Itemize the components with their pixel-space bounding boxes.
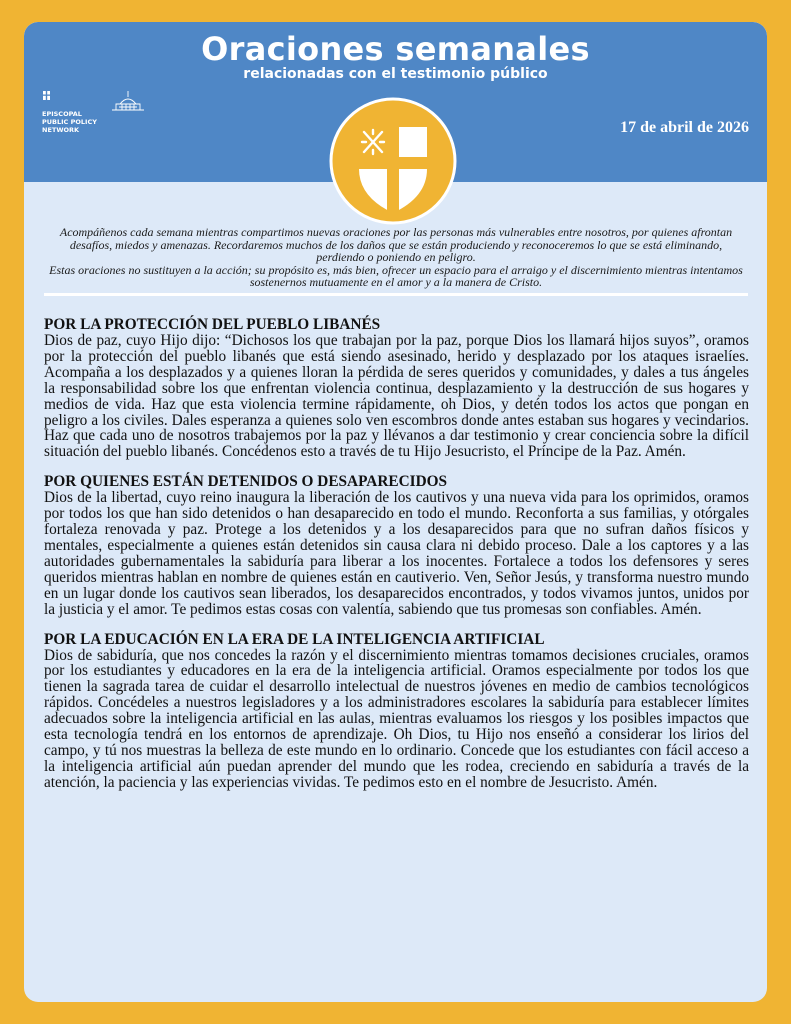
capitol-icon	[42, 88, 162, 112]
logo-line: NETWORK	[42, 126, 80, 134]
date-label: 17 de abril de 2026	[620, 119, 749, 136]
prayer-section	[44, 474, 749, 617]
episcopal-shield-icon	[329, 97, 457, 225]
intro-paragraph: Acompáñenos cada semana mientras compartimos nuevas oraciones por las personas más vulnerables entre nosotros, por quienes afrontan desafíos, miedos y amenazas. Recordaremos muchos de los daños que se están produciendo y reconoceremos lo que se está eliminando, perdiendo o poniendo en peligro.	[59, 225, 733, 265]
episcopal-public-policy-network-logo	[42, 88, 162, 136]
logo-line: EPISCOPAL	[42, 110, 82, 118]
page-card	[24, 22, 767, 1002]
intro-text	[46, 226, 746, 289]
section-heading: POR LA EDUCACIÓN EN LA ERA DE LA INTELIGENCIA ARTIFICIAL	[44, 630, 545, 648]
section-heading: POR LA PROTECCIÓN DEL PUEBLO LIBANÉS	[44, 316, 381, 333]
prayer-section	[44, 632, 749, 791]
page-subtitle: relacionadas con el testimonio público	[243, 66, 548, 82]
section-body: Dios de sabiduría, que nos concedes la razón y el discernimiento mientras tomamos decisiones cruciales, oramos por los estudiantes y educadores en la era de la inteligencia artificial. Oramos especialmente por todos los que tienen la sagrada tarea de cuidar el desarrollo intelectual de nuestros jóvenes en medio de cambios tecnológicos rápidos. Concédeles a nuestros legisladores y a los administradores escolares la sabiduría para establecer límites adecuados sobre la inteligencia artificial en las aulas, mientras evaluamos los riesgos y los posibles impactos que esta tecnología tendrá en los entornos de aprendizaje. Oh Dios, tu Hijo nos enseñó a considerar los lirios del campo, y tú nos muestras la belleza de este mundo en lo ordinario. Concede que los estudiantes con fácil acceso a la inteligencia artificial aún puedan aprender del mundo que les rodea, creciendo en sabiduría a través de la atención, la paciencia y las experiencias vividas. Te pedimos esto en el nombre de Jesucristo. Amén.	[44, 646, 749, 791]
divider	[44, 293, 748, 296]
section-body: Dios de la libertad, cuyo reino inaugura la liberación de los cautivos y una nueva vida para los oprimidos, oramos por todos los que han sido detenidos o han desaparecido en todo el mundo. Reconforta a sus familias, y otórgales fortaleza renovada y paz. Protege a los detenidos y a los desaparecidos para que no sufran daños físicos y mentales, especialmente a quienes están detenidos sin causa clara ni debido proceso. Dale a los captores y a las autoridades gubernamentales la sabiduría para liberar a los inocentes. Fortalece a todos los defensores y seres queridos mientras hablan en nombre de quienes están en cautiverio. Ven, Señor Jesús, y transforma nuestro mundo en un lugar donde los cautivos sean liberados, los desaparecidos encontrados, y todos vivamos juntos, unidos por la justicia y el amor. Te pedimos estas cosas con valentía, sabiendo que tus promesas son confiables. Amén.	[44, 489, 749, 618]
section-body: Dios de paz, cuyo Hijo dijo: “Dichosos los que trabajan por la paz, porque Dios los llamará hijos suyos”, oramos por la protección del pueblo libanés que está siendo asesinado, herido y desplazado por los ataques israelíes. Acompaña a los desplazados y a quienes lloran la pérdida de seres queridos y comunidades, y dales a tus ángeles la responsabilidad sobre los que enfrentan violencia continua, desplazamiento y la destrucción de sus hogares y medios de vida. Haz que esta violencia termine rápidamente, oh Dios, y detén todos los actos que pongan en peligro a los civiles. Dales esperanza a quienes solo ven escombros donde antes estaban sus hogares y vecindarios. Haz que cada uno de nosotros trabajemos por la paz y llévanos a dar testimonio y crear conciencia sobre la difícil situación del pueblo libanés. Concédenos esto a través de tu Hijo Jesucristo, el Príncipe de la Paz. Amén.	[44, 332, 749, 461]
prayer-sections	[44, 317, 749, 805]
section-heading: POR QUIENES ESTÁN DETENIDOS O DESAPARECIDOS	[44, 473, 448, 491]
logo-line: PUBLIC POLICY	[42, 118, 97, 126]
page-title: Oraciones semanales	[201, 30, 590, 68]
prayer-section	[44, 317, 749, 460]
intro-paragraph: Estas oraciones no sustituyen a la acción; su propósito es, más bien, ofrecer un espacio para el arraigo y el discernimiento mientras intentamos sostenernos mutuamente en el amor y a la manera de Cristo.	[49, 262, 743, 290]
